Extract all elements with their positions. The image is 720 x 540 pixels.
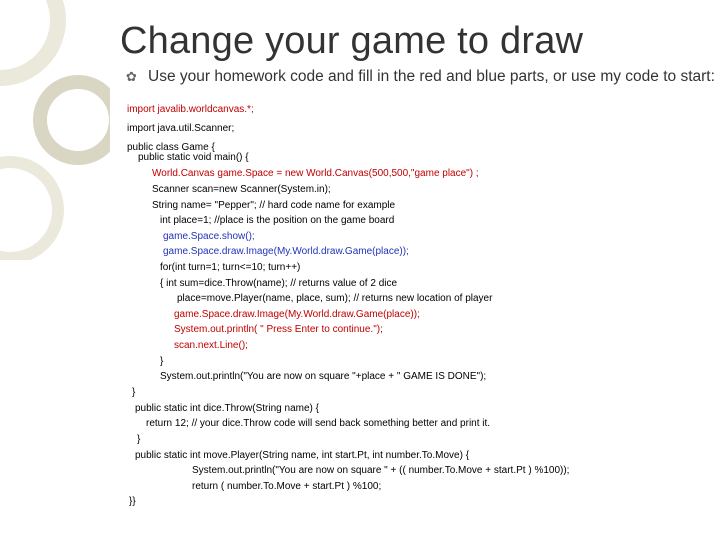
code-line: public static int move.Player(String name, int start.Pt, int number.To.Move) { <box>135 450 470 461</box>
code-line: public static int dice.Throw(String name) { <box>135 403 319 414</box>
code-line: game.Space.show(); <box>163 231 255 242</box>
code-line: import javalib.worldcanvas.*; <box>127 104 254 115</box>
code-line: public static void main() { <box>138 152 249 163</box>
ring-middle <box>40 82 110 158</box>
code-line: for(int turn=1; turn<=10; turn++) <box>160 262 301 273</box>
ring-bottom <box>0 162 58 258</box>
code-line: String name= "Pepper"; // hard code name for example <box>152 200 396 211</box>
code-line: World.Canvas game.Space = new World.Canvas(500,500,"game place") ; <box>152 168 479 179</box>
code-line: int place=1; //place is the position on the game board <box>160 215 395 226</box>
code-line: { int sum=dice.Throw(name); // returns value of 2 dice <box>160 278 398 289</box>
code-line: import java.util.Scanner; <box>127 123 235 134</box>
decorative-rings <box>0 0 110 260</box>
slide-title: Change your game to draw <box>120 20 584 62</box>
ring-top <box>0 0 58 78</box>
code-line: Scanner scan=new Scanner(System.in); <box>152 184 331 195</box>
code-line: } <box>137 434 141 445</box>
code-line: } <box>160 356 164 367</box>
code-line: System.out.println("You are now on square "+place + " GAME IS DONE"); <box>160 371 487 382</box>
bullet-icon: ✿ <box>126 70 137 85</box>
code-line: game.Space.draw.Image(My.World.draw.Game(place)); <box>174 309 420 320</box>
bullet-item <box>126 68 716 85</box>
code-line: public class Game { <box>127 142 215 153</box>
code-line: scan.next.Line(); <box>174 340 248 351</box>
code-line: return ( number.To.Move + start.Pt ) %100; <box>192 481 382 492</box>
bullet-text: Use your homework code and fill in the red and blue parts, or use my code to start: <box>148 68 715 85</box>
code-line: } <box>132 387 136 398</box>
code-line: System.out.println("You are now on square " + (( number.To.Move + start.Pt ) %100)); <box>192 465 570 476</box>
code-line: game.Space.draw.Image(My.World.draw.Game(place)); <box>163 246 409 257</box>
code-line: place=move.Player(name, place, sum); // returns new location of player <box>177 293 493 304</box>
code-line: }} <box>129 496 136 507</box>
code-line: return 12; // your dice.Throw code will send back something better and print it. <box>146 418 491 429</box>
code-line: System.out.println( " Press Enter to continue."); <box>174 324 383 335</box>
